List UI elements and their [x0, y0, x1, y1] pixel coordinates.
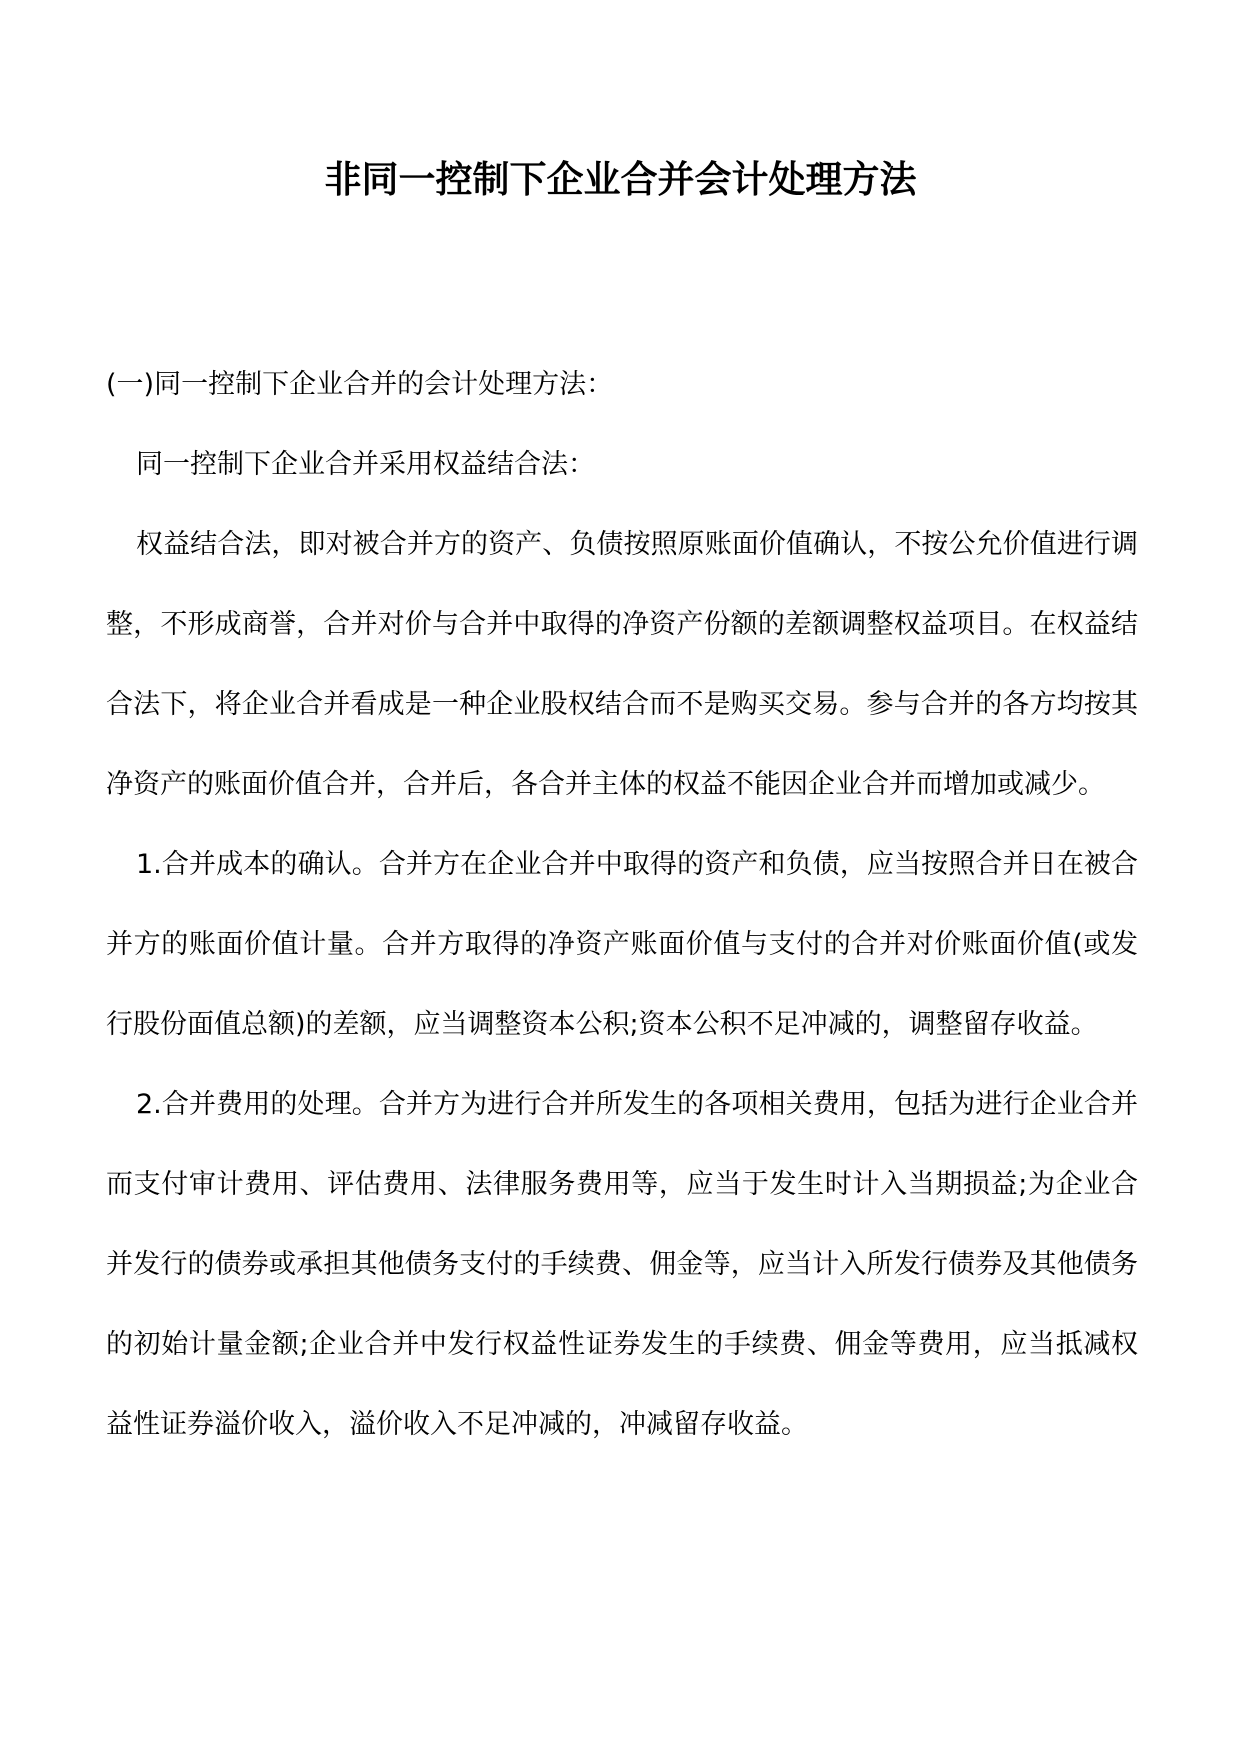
document-body: [106, 345, 1138, 1465]
paragraph-merger-expenses: 2.合并费用的处理。合并方为进行合并所发生的各项相关费用，包括为进行企业合并而支付审计费用、评估费用、法律服务费用等，应当于发生时计入当期损益;为企业合并发行的债券或承担其他债务支付的手续费、佣金等，应当计入所发行债券及其他债务的初始计量金额;企业合并中发行权益性证券发生的手续费、佣金等费用，应当抵减权益性证券溢价收入，溢价收入不足冲减的，冲减留存收益。: [106, 1089, 1138, 1440]
paragraph-pooling-definition: 权益结合法，即对被合并方的资产、负债按照原账面价值确认，不按公允价值进行调整，不形成商誉，合并对价与合并中取得的净资产份额的差额调整权益项目。在权益结合法下，将企业合并看成是一种企业股权结合而不是购买交易。参与合并的各方均按其净资产的账面价值合并，合并后，各合并主体的权益不能因企业合并而增加或减少。: [106, 529, 1138, 800]
section-heading: (一)同一控制下企业合并的会计处理方法：: [106, 369, 614, 400]
paragraph-merger-cost: 1.合并成本的确认。合并方在企业合并中取得的资产和负债，应当按照合并日在被合并方的账面价值计量。合并方取得的净资产账面价值与支付的合并对价账面价值(或发行股份面值总额)的差额，应当调整资本公积;资本公积不足冲减的，调整留存收益。: [106, 849, 1138, 1040]
document-title: 非同一控制下企业合并会计处理方法: [324, 158, 917, 201]
paragraph-method-intro: 同一控制下企业合并采用权益结合法：: [136, 449, 595, 480]
